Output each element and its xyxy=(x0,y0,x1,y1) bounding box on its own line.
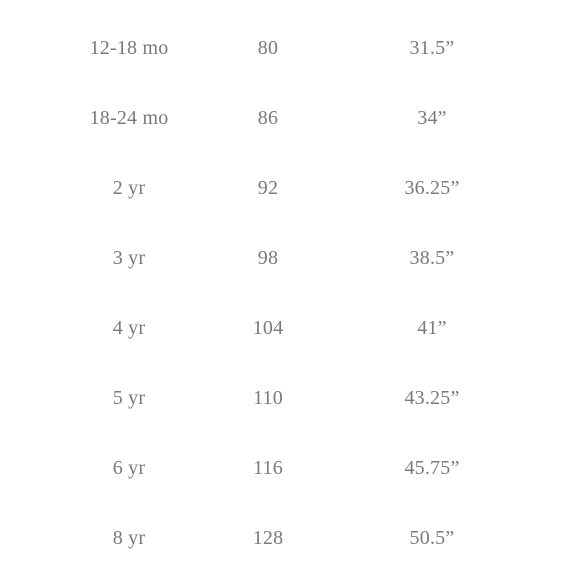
table-row xyxy=(0,308,580,348)
table-row xyxy=(0,98,580,138)
age-cell: 12-18 mo xyxy=(89,37,169,59)
height-inches-cell: 36.25” xyxy=(404,177,460,199)
age-cell: 5 yr xyxy=(112,387,146,409)
height-cm-cell: 104 xyxy=(252,317,284,339)
height-cm-cell: 110 xyxy=(253,387,283,409)
height-cm-cell: 98 xyxy=(257,247,279,269)
age-cell: 4 yr xyxy=(112,317,146,339)
age-cell: 8 yr xyxy=(112,527,146,549)
age-cell: 6 yr xyxy=(112,457,146,479)
height-inches-cell: 50.5” xyxy=(409,527,455,549)
table-row xyxy=(0,448,580,488)
height-inches-cell: 31.5” xyxy=(409,37,455,59)
height-inches-cell: 41” xyxy=(417,317,447,339)
table-row xyxy=(0,168,580,208)
age-cell: 3 yr xyxy=(112,247,146,269)
height-cm-cell: 128 xyxy=(252,527,284,549)
height-cm-cell: 80 xyxy=(257,37,279,59)
height-inches-cell: 43.25” xyxy=(404,387,460,409)
table-row xyxy=(0,518,580,558)
height-inches-cell: 38.5” xyxy=(409,247,455,269)
height-cm-cell: 116 xyxy=(253,457,283,479)
height-inches-cell: 45.75” xyxy=(404,457,460,479)
height-cm-cell: 86 xyxy=(257,107,279,129)
table-row xyxy=(0,378,580,418)
age-cell: 2 yr xyxy=(112,177,146,199)
height-inches-cell: 34” xyxy=(417,107,447,129)
height-cm-cell: 92 xyxy=(257,177,279,199)
table-row xyxy=(0,238,580,278)
age-cell: 18-24 mo xyxy=(89,107,169,129)
table-row xyxy=(0,28,580,68)
